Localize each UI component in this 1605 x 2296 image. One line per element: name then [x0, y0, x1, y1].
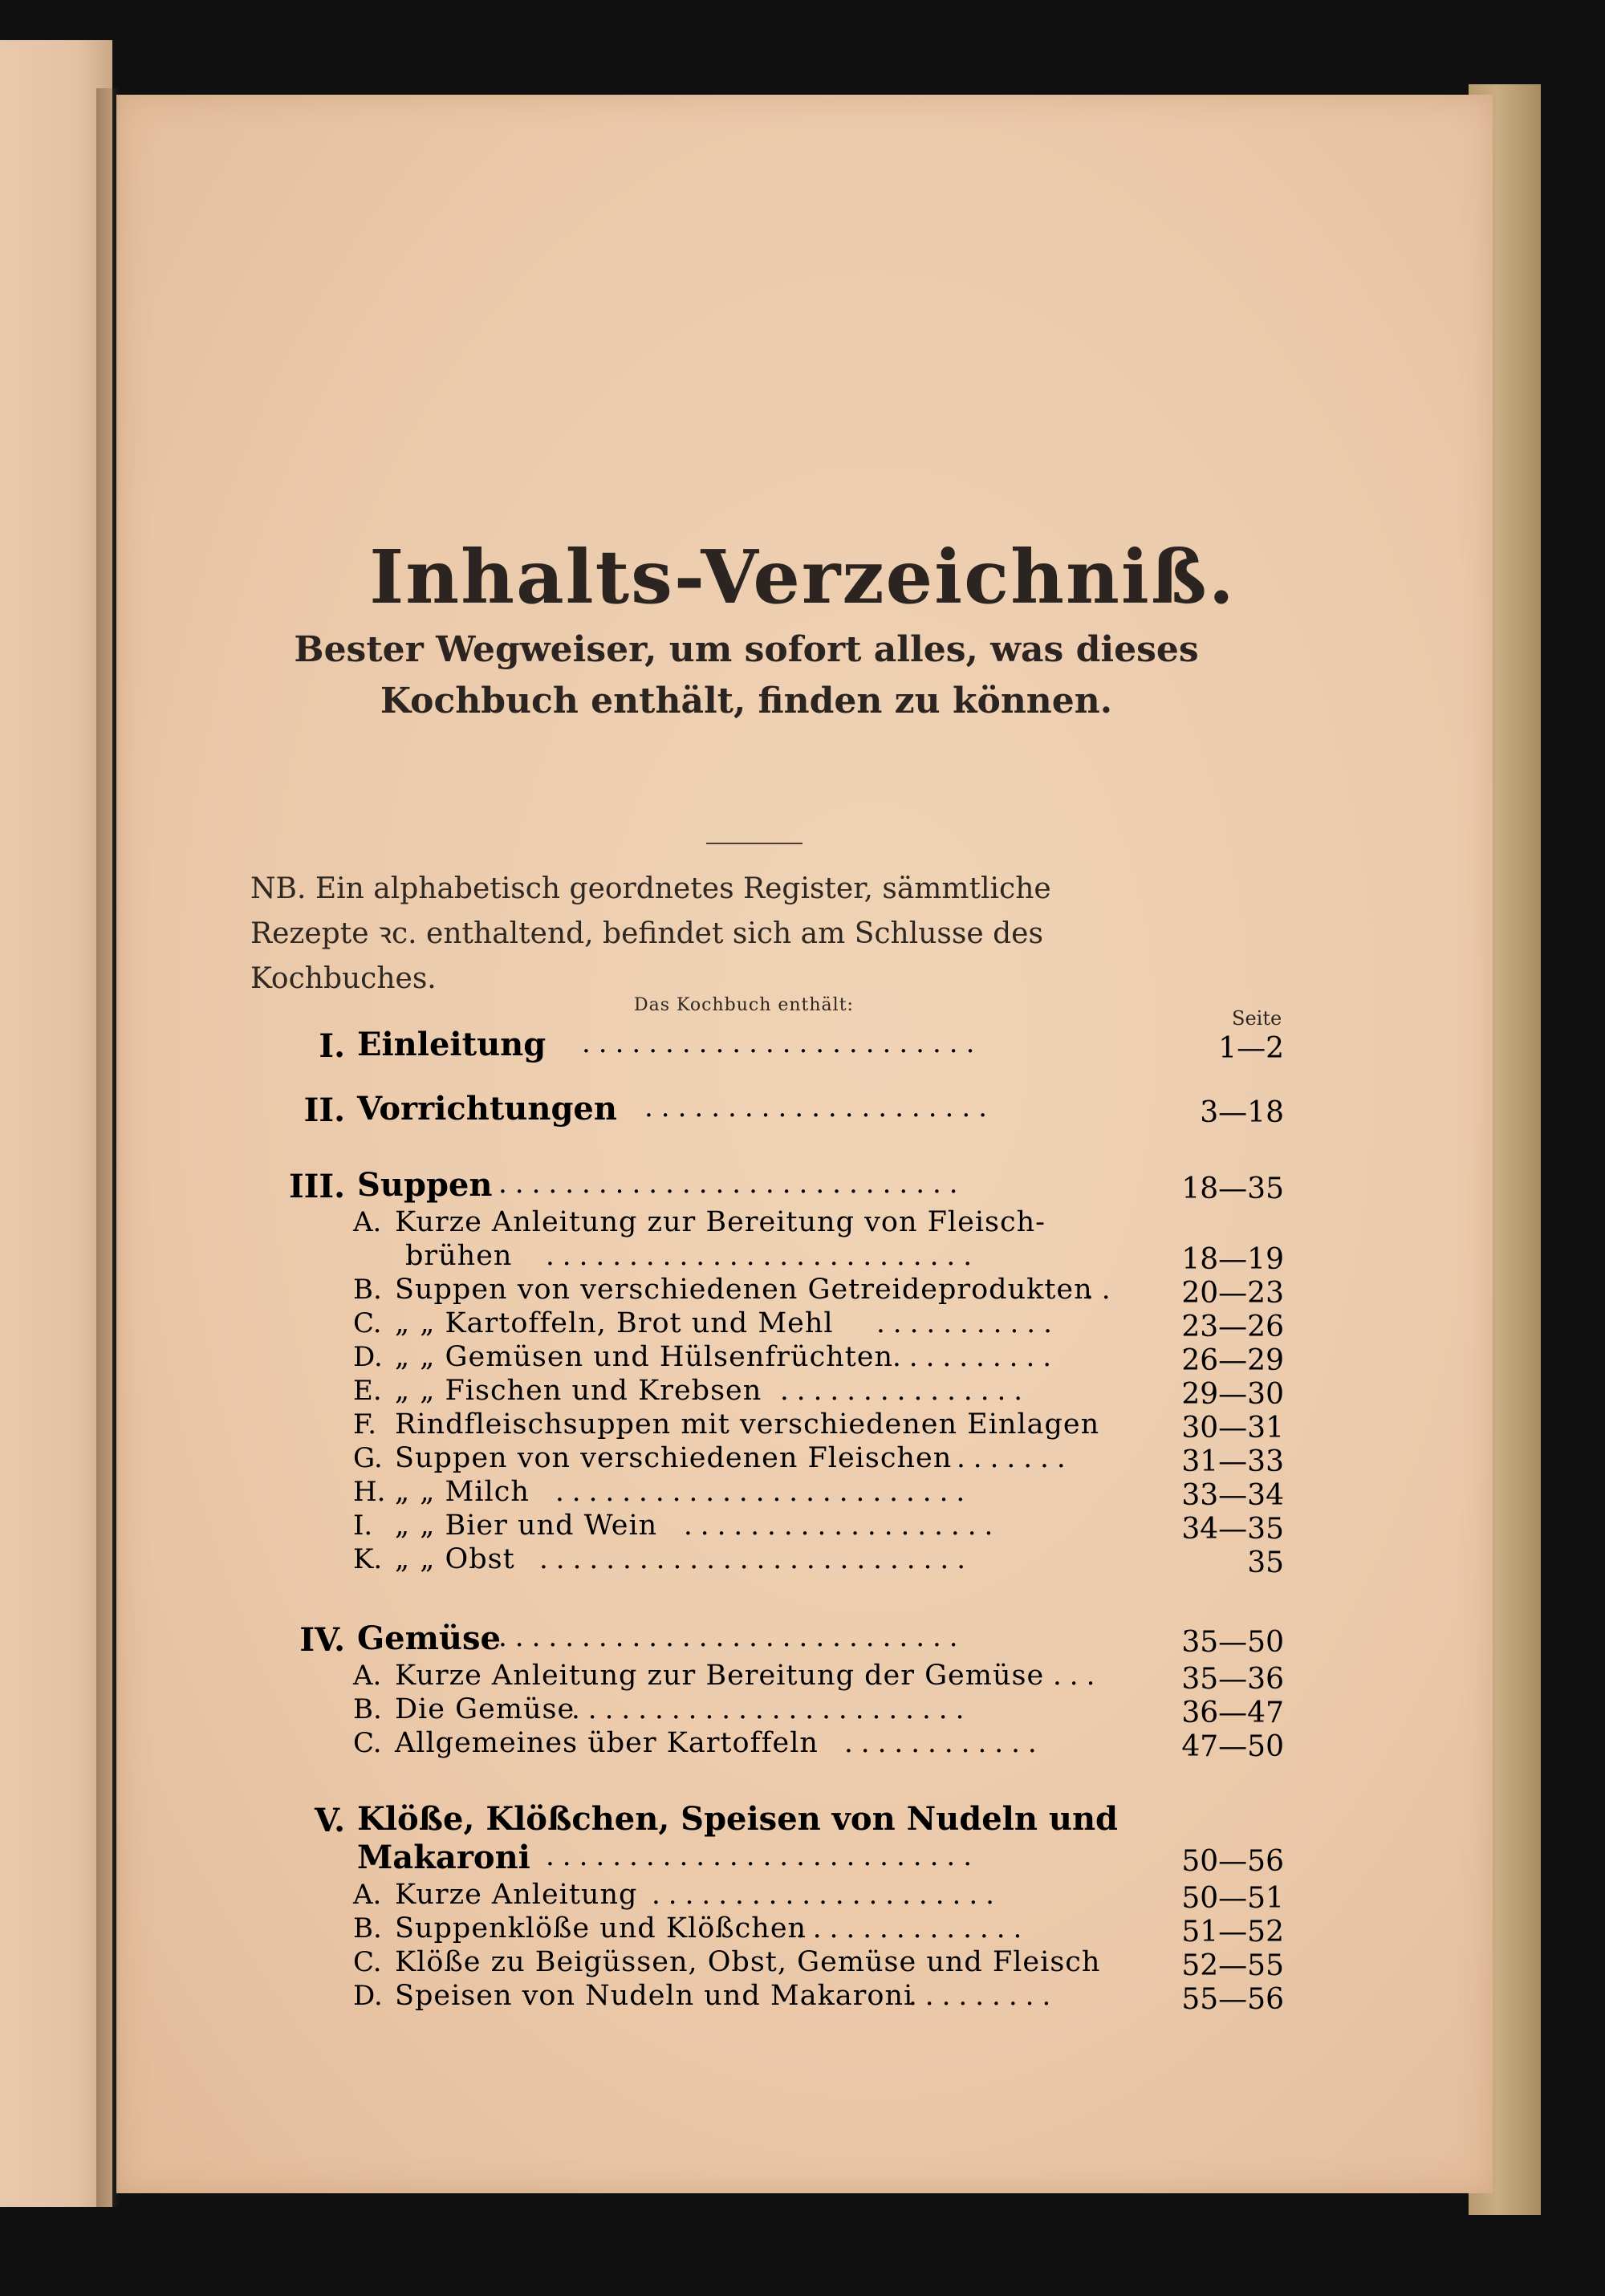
subsection-letter: D. — [353, 1980, 383, 2012]
subsection-title: „ „ Fischen und Krebsen — [395, 1375, 762, 1407]
leader-dots: ............ — [844, 1727, 1045, 1759]
subsection-pages: 23—26 — [1181, 1311, 1284, 1343]
subsection-letter: A. — [353, 1660, 382, 1692]
section-title: Suppen — [357, 1166, 493, 1204]
section-numeral: IV. — [299, 1621, 345, 1659]
subsection-title: Kurze Anleitung zur Bereitung der Gemüse — [395, 1660, 1045, 1692]
section-pages: 1—2 — [1218, 1032, 1284, 1065]
leader-dots: ........................ — [582, 1027, 983, 1059]
subsection-letter: G. — [353, 1442, 383, 1474]
page-title: Inhalts-Verzeichniß. — [369, 534, 1236, 620]
register-note: NB. Ein alphabetisch geordnetes Register, sämmtliche Rezepte ꝛc. enthaltend, befindet sich am Schlusse des Kochbuches. — [250, 872, 1051, 995]
leader-dots: ................... — [684, 1510, 1002, 1542]
subsection-title: „ „ Bier und Wein — [395, 1510, 658, 1542]
leader-dots: .......................... — [546, 1840, 980, 1872]
subsection-pages: 35—36 — [1181, 1663, 1284, 1696]
section-title: Einleitung — [357, 1026, 547, 1063]
subsection-pages: 51—52 — [1181, 1916, 1284, 1949]
subsection-letter: B. — [353, 1693, 382, 1725]
subsection-title: Kurze Anleitung zur Bereitung von Fleisch- — [395, 1206, 1046, 1238]
subsection-letter: I. — [353, 1510, 373, 1542]
subsection-title: Speisen von Nudeln und Makaroni — [395, 1980, 914, 2012]
leader-dots: ......... — [908, 1980, 1059, 2012]
section-pages: 50—56 — [1181, 1845, 1284, 1878]
leader-dots: .......................... — [546, 1240, 980, 1272]
section-numeral: V. — [315, 1802, 345, 1839]
subsection-title: „ „ Gemüsen und Hülsenfrüchten — [395, 1341, 894, 1373]
subsection-letter: H. — [353, 1476, 386, 1508]
subsection-title: Suppenklöße und Klößchen — [395, 1912, 807, 1944]
subsection-letter: A. — [353, 1206, 382, 1238]
subsection-title: Die Gemüse — [395, 1693, 575, 1725]
leader-dots: .............. — [796, 1912, 1030, 1944]
section-numeral: III. — [288, 1168, 345, 1205]
subsection-pages: 18—19 — [1181, 1243, 1284, 1276]
leader-dots: ............................ — [498, 1621, 966, 1653]
subsection-letter: C. — [353, 1307, 382, 1339]
subsection-letter: A. — [353, 1879, 382, 1911]
subsection-letter: K. — [353, 1543, 383, 1575]
leader-dots: ............... — [780, 1375, 1031, 1407]
contents-label: Das Kochbuch enthält: — [634, 995, 854, 1015]
leader-dots: ........... — [876, 1307, 1060, 1339]
leader-dots: ... — [1053, 1660, 1103, 1692]
leader-dots: .. — [1085, 1274, 1119, 1306]
leader-dots: ....... — [957, 1442, 1074, 1474]
subsection-pages: 35 — [1247, 1546, 1284, 1579]
section-pages: 35—50 — [1181, 1626, 1284, 1659]
subsection-letter: B. — [353, 1912, 382, 1944]
leader-dots: ..................... — [644, 1091, 995, 1124]
leader-dots: .......... — [892, 1341, 1060, 1373]
leader-dots: .......................... — [539, 1543, 973, 1575]
subsection-pages: 26—29 — [1181, 1344, 1284, 1377]
subsection-title-cont: brühen — [405, 1240, 513, 1272]
page-column-label: Seite — [1232, 1007, 1282, 1030]
subsection-title: Klöße zu Beigüssen, Obst, Gemüse und Fleisch — [395, 1946, 1101, 1978]
subsection-title: „ „ Milch — [395, 1476, 530, 1508]
subsection-letter: C. — [353, 1727, 382, 1759]
leader-dots: ......................... — [555, 1476, 973, 1508]
leader-dots: ..................... — [652, 1879, 1002, 1911]
subsection-title: Suppen von verschiedenen Fleischen — [395, 1442, 953, 1474]
subsection-title: „ „ Kartoffeln, Brot und Mehl — [395, 1307, 834, 1339]
spine-shadow — [96, 88, 120, 2207]
subsection-pages: 36—47 — [1181, 1697, 1284, 1729]
subsection-letter: B. — [353, 1274, 382, 1306]
subsection-pages: 47—50 — [1181, 1730, 1284, 1763]
section-pages: 18—35 — [1181, 1172, 1284, 1205]
subsection-letter: E. — [353, 1375, 382, 1407]
subsection-title: Rindfleischsuppen mit verschiedenen Einlagen — [395, 1408, 1100, 1441]
subsection-pages: 34—35 — [1181, 1513, 1284, 1546]
subsection-pages: 30—31 — [1181, 1412, 1284, 1445]
page-subtitle: Bester Wegweiser, um sofort alles, was dieses Kochbuch enthält, finden zu können. — [294, 629, 1199, 721]
subsection-pages: 50—51 — [1181, 1882, 1284, 1915]
subsection-pages: 29—30 — [1181, 1378, 1284, 1411]
subsection-title: „ „ Obst — [395, 1543, 515, 1575]
leader-dots: ............................ — [498, 1168, 966, 1200]
subsection-title: Kurze Anleitung — [395, 1879, 638, 1911]
subsection-letter: C. — [353, 1946, 382, 1978]
subsection-title: Suppen von verschiedenen Getreideprodukten — [395, 1274, 1093, 1306]
book-cover-left — [0, 40, 112, 2207]
section-numeral: I. — [319, 1027, 345, 1065]
subsection-title: Allgemeines über Kartoffeln — [395, 1727, 819, 1759]
section-title: Klöße, Klößchen, Speisen von Nudeln und — [357, 1800, 1118, 1838]
divider-rule — [706, 843, 802, 844]
subsection-letter: D. — [353, 1341, 383, 1373]
section-title-cont: Makaroni — [357, 1839, 530, 1876]
section-title: Gemüse — [357, 1619, 501, 1657]
subsection-pages: 55—56 — [1181, 1983, 1284, 2016]
section-pages: 3—18 — [1200, 1096, 1284, 1129]
subsection-pages: 20—23 — [1181, 1277, 1284, 1310]
section-title: Vorrichtungen — [357, 1090, 617, 1128]
section-numeral: II. — [303, 1091, 345, 1129]
subsection-pages: 52—55 — [1181, 1949, 1284, 1982]
leader-dots: ........................ — [571, 1693, 973, 1725]
subsection-letter: F. — [353, 1408, 377, 1441]
subsection-pages: 31—33 — [1181, 1445, 1284, 1478]
subsection-pages: 33—34 — [1181, 1479, 1284, 1512]
